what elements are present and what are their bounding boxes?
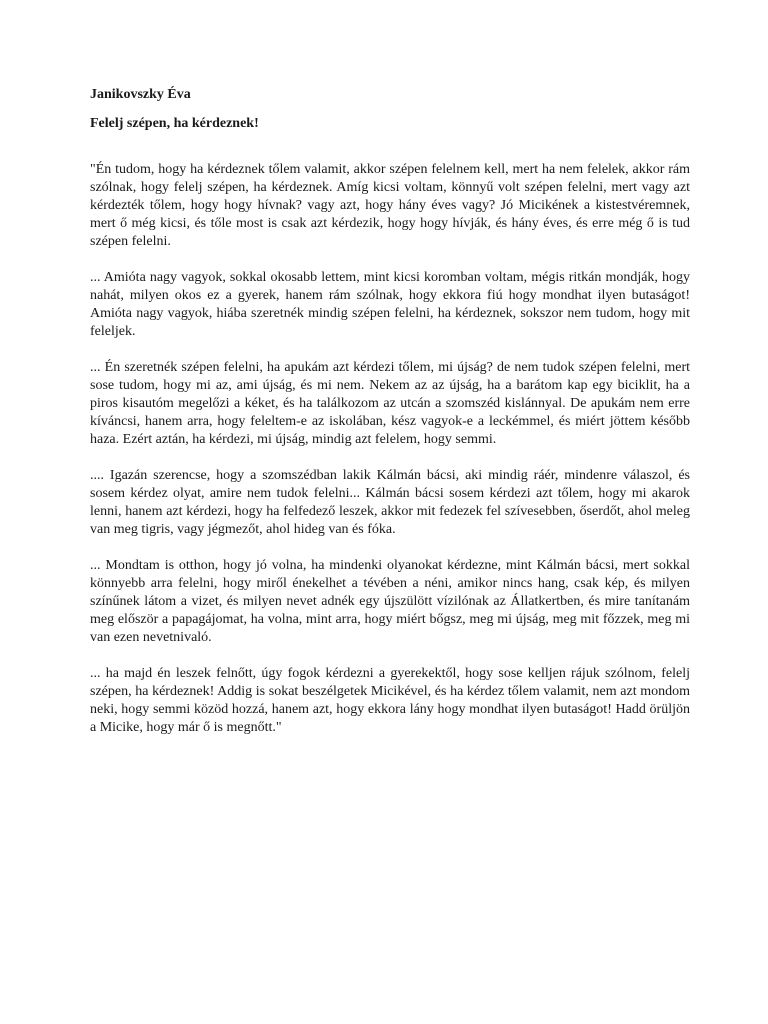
paragraph-2: ... Amióta nagy vagyok, sokkal okosabb lettem, mint kicsi koromban voltam, mégis ritkán mondják, hogy nahát, milyen okos ez a gyerek, hanem rám szólnak, hogy ekkora fiú hogy mondhat ilyen butaságot! Amióta nagy vagyok, hiába szeretnék mindig szépen felelni, ha kérdeznek, sokszor nem tudom, hogy mit feleljek. — [90, 270, 690, 339]
paragraph-6: ... ha majd én leszek felnőtt, úgy fogok kérdezni a gyerekektől, hogy sose kelljen rájuk szólnom, felelj szépen, ha kérdeznek! Addig is sokat beszélgetek Micikével, és ha kérdez tőlem valamit, nem azt mondom neki, hogy semmi közöd hozzá, hanem azt, hogy ekkora lány hogy mondhat ilyen butaságot! Hadd örüljön a Micike, hogy már ő is megnőtt." — [90, 666, 690, 735]
paragraph-3: ... Én szeretnék szépen felelni, ha apukám azt kérdezi tőlem, mi újság? de nem tudok szépen felelni, mert sose tudom, hogy mi az, ami újság, és mi nem. Nekem az az újság, ha a barátom kap egy biciklit, ha a piros kisautóm megelőzi a kéket, és ha találkozom az utcán a szomszéd kislánnyal. De apukám nem erre kíváncsi, hanem arra, hogy feleltem-e az iskolában, kész vagyok-e a leckémmel, és miért jöttem később haza. Ezért aztán, ha kérdezi, mi újság, mindig azt felelem, hogy semmi. — [90, 360, 690, 447]
author-name: Janikovszky Éva — [90, 87, 191, 102]
document-title: Felelj szépen, ha kérdeznek! — [90, 116, 259, 131]
document-page — [90, 86, 690, 755]
paragraph-4: .... Igazán szerencse, hogy a szomszédban lakik Kálmán bácsi, aki mindig ráér, mindenre válaszol, és sosem kérdez olyat, amire nem tudok felelni... Kálmán bácsi sosem kérdezi azt tőlem, hogy mi akarok lenni, hanem azt kérdezi, hogy ha felfedező leszek, akkor mit fedezek fel szívesebben, őserdőt, ahol meleg van meg tigris, vagy jégmezőt, ahol hideg van és fóka. — [90, 468, 690, 537]
paragraph-1: "Én tudom, hogy ha kérdeznek tőlem valamit, akkor szépen felelnem kell, mert ha nem felelek, akkor rám szólnak, hogy felelj szépen, ha kérdeznek. Amíg kicsi voltam, könnyű volt szépen felelni, mert vagy azt kérdezték tőlem, hogy hogy hívnak? vagy azt, hogy hány éves vagy? Jó Micikének a kistestvéremnek, mert ő még kicsi, és tőle most is csak azt kérdezik, hogy hogy hívják, és hány éves, és erre még ő is tud szépen felelni. — [90, 162, 690, 249]
paragraph-5: ... Mondtam is otthon, hogy jó volna, ha mindenki olyanokat kérdezne, mint Kálmán bácsi, mert sokkal könnyebb arra felelni, hogy miről énekelhet a tévében a néni, amikor nincs hang, csak kép, és milyen színűnek látom a vizet, és milyen nevet adnék egy újszülött vízilónak az Állatkertben, és mire tanítanám meg először a papagájomat, ha volna, mint arra, hogy miért bőgsz, meg mi újság, meg mit főzzek, meg mi van ezen nevetnivaló. — [90, 558, 690, 645]
